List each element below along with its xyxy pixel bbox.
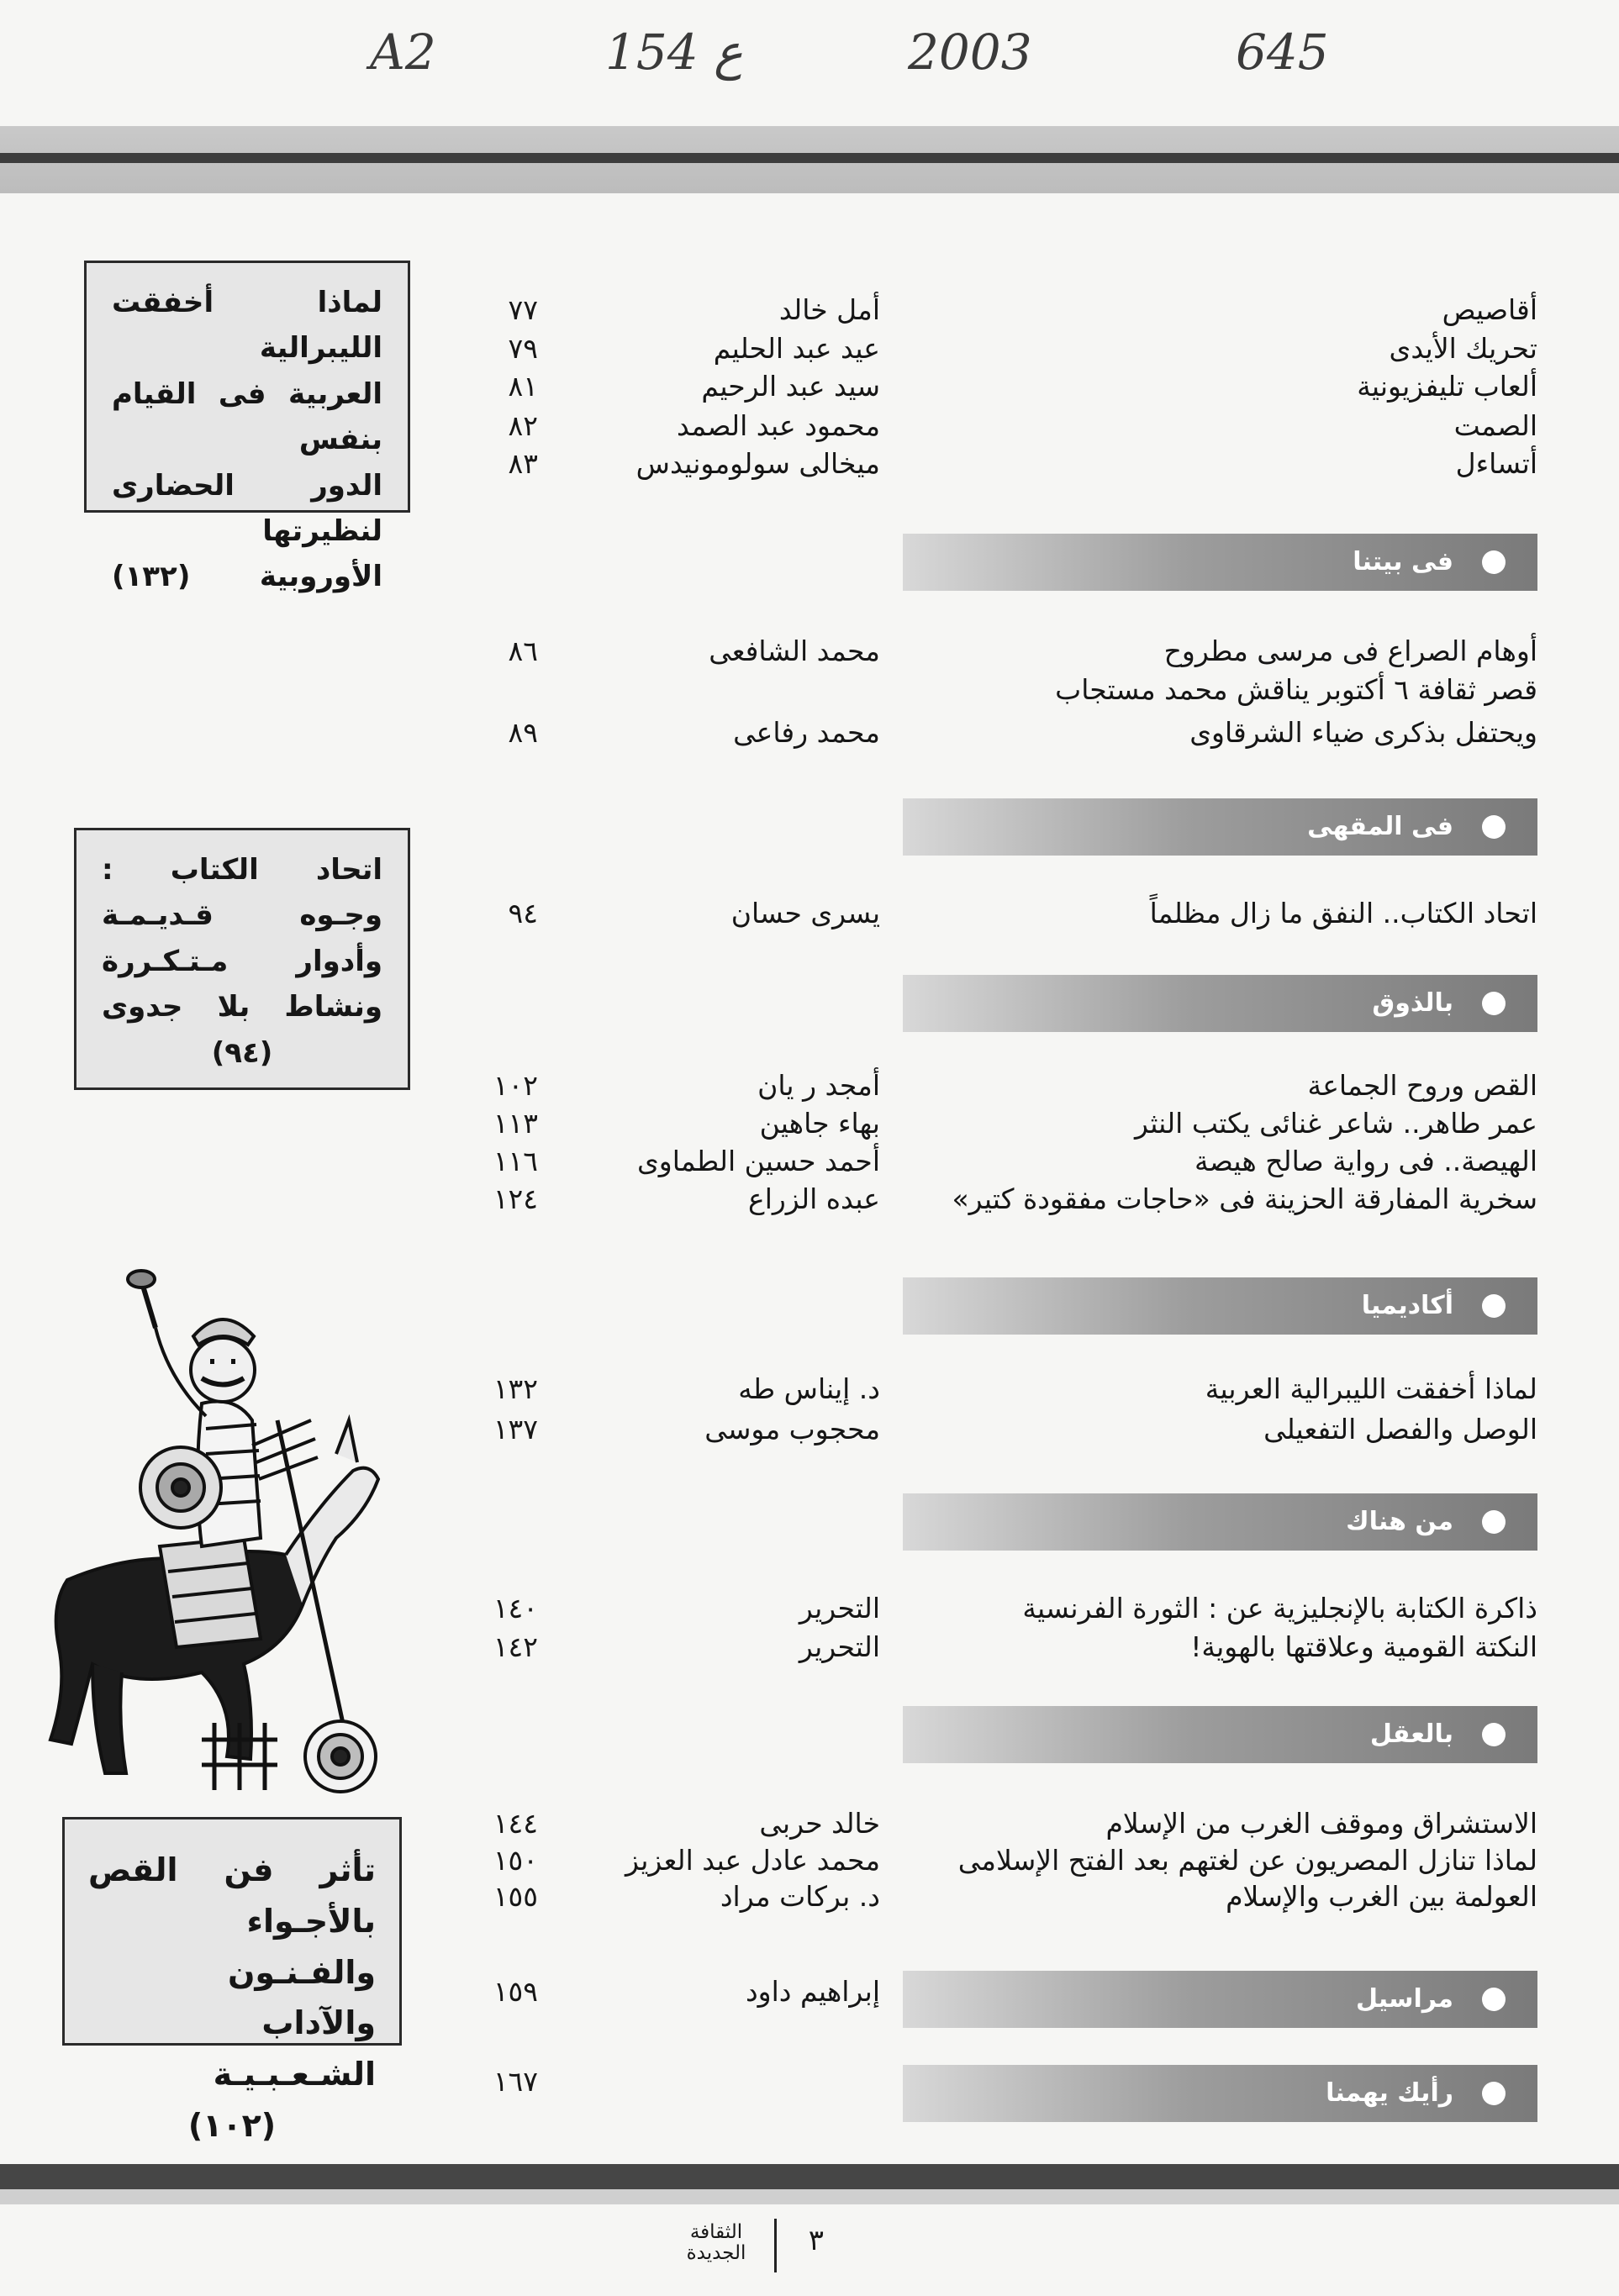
bottom-band-light: [0, 2189, 1619, 2204]
section-header-bar: [903, 1706, 1537, 1763]
bullet-dot-icon: [1482, 992, 1506, 1015]
bullet-dot-icon: [1482, 1294, 1506, 1318]
toc-entry-author: سيد عبد الرحيم: [701, 370, 880, 403]
top-rule: [0, 153, 1619, 163]
toc-entry-title: الوصل والفصل التفعيلى: [1263, 1413, 1537, 1446]
toc-entry-page: ٨٦: [508, 635, 538, 667]
pull-quote-line: ونشاط بلا جدوى: [102, 990, 382, 1024]
archive-code: A2: [370, 24, 436, 81]
toc-entry-page: ١٦٧: [493, 2065, 538, 2098]
toc-entry-title: اتحاد الكتاب.. النفق ما زال مظلماً: [1149, 897, 1537, 929]
toc-entry-page: ٩٤: [508, 897, 538, 929]
pull-quote-writers-union: [74, 828, 410, 1090]
toc-entry-author: أحمد حسين الطماوى: [636, 1145, 880, 1177]
folk-rider-illustration: [34, 1252, 395, 1807]
section-header-label: فى بيتنا: [1353, 547, 1453, 577]
toc-entry-page: ٧٩: [508, 332, 538, 365]
pull-quote-line: لماذا أخفقت الليبرالية: [112, 286, 382, 366]
toc-entry-title: النكتة القومية وعلاقتها بالهوية!: [1190, 1630, 1537, 1663]
toc-entry-page: ٧٧: [508, 293, 538, 326]
toc-entry-author: عبده الزراع: [748, 1182, 880, 1215]
toc-entry-author: محمد الشافعى: [709, 635, 880, 667]
footer-divider: [774, 2219, 777, 2272]
toc-entry-title: العولمة بين الغرب والإسلام: [1226, 1880, 1537, 1913]
toc-entry-author: محمد عادل عبد العزيز: [625, 1844, 880, 1877]
bullet-dot-icon: [1482, 1988, 1506, 2011]
toc-entry-author: د. إيناس طه: [738, 1372, 880, 1405]
toc-entry-title: سخرية المفارقة الحزينة فى «حاجات مفقودة كتير»: [952, 1182, 1537, 1215]
toc-entry-author: ميخالى سولومونيدس: [635, 447, 880, 480]
toc-entry-page: ١٥٠: [493, 1844, 538, 1877]
toc-entry-page: ٨٢: [508, 409, 538, 442]
pull-quote-folk-arts: [62, 1817, 402, 2144]
toc-entry-page: ١٥٩: [493, 1975, 538, 2008]
archive-year: 2003: [908, 24, 1032, 81]
toc-entry-title: عمر طاهر.. شاعر غنائى يكتب النثر: [1134, 1107, 1537, 1140]
pull-quote-line: وجـوه قـديـمـة: [102, 898, 382, 933]
toc-entry-page: ١٤٤: [493, 1807, 538, 1840]
section-header-bar: [903, 2065, 1537, 2122]
toc-entry-author: أمل خالد: [778, 293, 880, 326]
archive-number: 645: [1236, 24, 1329, 81]
pull-quote-line: بالأجـواء والفـنـون: [227, 1902, 376, 1991]
section-header-label: من هناك: [1346, 1507, 1453, 1536]
toc-entry-author: محمد رفاعى: [733, 716, 880, 749]
toc-entry-author: أمجد ر يان: [757, 1069, 880, 1102]
toc-entry-author: عيد عبد الحليم: [713, 332, 880, 365]
toc-entry-page: ٨٩: [508, 716, 538, 749]
toc-entry-author: خالد حربى: [759, 1807, 880, 1840]
page-footer: [639, 2219, 857, 2286]
toc-entry-author: محجوب موسى: [704, 1413, 880, 1446]
bullet-dot-icon: [1482, 1510, 1506, 1534]
toc-entry-author: إبراهيم داود: [745, 1975, 880, 2008]
toc-entry-page: ١٢٤: [493, 1182, 538, 1215]
toc-entry-title: لماذا أخفقت الليبرالية العربية: [1205, 1372, 1537, 1405]
toc-entry-title: ألعاب تليفزيونية: [1357, 370, 1537, 403]
bullet-dot-icon: [1482, 815, 1506, 839]
toc-entry-author: التحرير: [799, 1592, 880, 1625]
pull-quote-line: (١٠٢): [187, 2106, 277, 2144]
toc-entry-title: الصمت: [1453, 409, 1537, 442]
toc-entry-title: تحريك الأيدى: [1389, 332, 1537, 365]
pull-quote-liberalism: [84, 261, 410, 594]
toc-entry-title: قصر ثقافة ٦ أكتوبر يناقش محمد مستجاب: [1055, 673, 1537, 706]
pull-quote-line: اتحاد الكتاب :: [102, 853, 382, 887]
pull-quote-line: الدور الحضارى لنظيرتها: [112, 468, 382, 548]
toc-entry-title: الاستشراق وموقف الغرب من الإسلام: [1105, 1807, 1537, 1840]
toc-entry-title: الهيصة.. فى رواية صالح هيصة: [1194, 1145, 1537, 1177]
section-header-bar: [903, 798, 1537, 856]
magazine-name-line: الجديدة: [686, 2242, 746, 2265]
section-header-bar: [903, 975, 1537, 1032]
section-header-bar: [903, 1493, 1537, 1551]
toc-entry-page: ١١٦: [493, 1145, 538, 1177]
magazine-name-line: الثقافة: [689, 2221, 743, 2243]
bullet-dot-icon: [1482, 550, 1506, 574]
section-header-label: فى المقهى: [1307, 812, 1453, 841]
bullet-dot-icon: [1482, 1723, 1506, 1746]
toc-entry-page: ١٣٧: [493, 1413, 538, 1446]
toc-entry-author: محمود عبد الصمد: [677, 409, 880, 442]
toc-entry-title: ويحتفل بذكرى ضياء الشرقاوى: [1189, 716, 1537, 749]
toc-entry-page: ١٠٢: [493, 1069, 538, 1102]
toc-entry-page: ٨١: [508, 370, 538, 403]
section-header-label: رأيك يهمنا: [1326, 2078, 1453, 2108]
section-header-label: مراسيل: [1355, 1984, 1453, 2014]
pull-quote-line: تأثر فن القص: [88, 1851, 376, 1888]
section-header-label: بالذوق: [1372, 988, 1453, 1018]
toc-entry-author: بهاء جاهين: [759, 1107, 880, 1140]
archive-issue: 154 ع: [605, 24, 743, 81]
section-header-bar: [903, 1971, 1537, 2028]
toc-entry-author: يسرى حسان: [730, 897, 880, 929]
section-header-label: أكاديميا: [1361, 1291, 1453, 1320]
pull-quote-line: (٩٤): [211, 1035, 273, 1070]
pull-quote-line: الأوروبية (١٣٢): [112, 560, 382, 594]
section-header-bar: [903, 1277, 1537, 1335]
handwritten-archive-note: [0, 15, 1619, 99]
toc-entry-title: ذاكرة الكتابة بالإنجليزية عن : الثورة الفرنسية: [1022, 1592, 1537, 1625]
top-band: [0, 126, 1619, 193]
toc-entry-title: لماذا تنازل المصريون عن لغتهم بعد الفتح الإسلامى: [957, 1844, 1537, 1877]
bullet-dot-icon: [1482, 2082, 1506, 2105]
bottom-band: [0, 2164, 1619, 2189]
section-header-label: بالعقل: [1369, 1719, 1453, 1749]
toc-entry-title: أتساءل: [1455, 447, 1537, 480]
pull-quote-line: وأدوار مـتـكـررة: [102, 944, 382, 978]
magazine-name: [666, 2222, 767, 2265]
toc-entry-page: ١١٣: [493, 1107, 538, 1140]
toc-entry-author: التحرير: [799, 1630, 880, 1663]
pull-quote-line: والآداب الشـعـبـيـة: [213, 2004, 376, 2093]
toc-entry-author: د. بركات مراد: [720, 1880, 880, 1913]
toc-entry-page: ١٤٢: [493, 1630, 538, 1663]
toc-entry-title: أقاصيص: [1442, 293, 1537, 326]
toc-entry-page: ١٣٢: [493, 1372, 538, 1405]
toc-entry-title: القص وروح الجماعة: [1307, 1069, 1537, 1102]
toc-entry-title: أوهام الصراع فى مرسى مطروح: [1163, 635, 1537, 667]
toc-entry-page: ١٤٠: [493, 1592, 538, 1625]
toc-entry-page: ١٥٥: [493, 1880, 538, 1913]
section-header-bar: [903, 534, 1537, 591]
pull-quote-line: العربية فى القيام بنفس: [112, 377, 382, 457]
toc-entry-page: ٨٣: [508, 447, 538, 480]
page-number: ٣: [808, 2224, 824, 2257]
